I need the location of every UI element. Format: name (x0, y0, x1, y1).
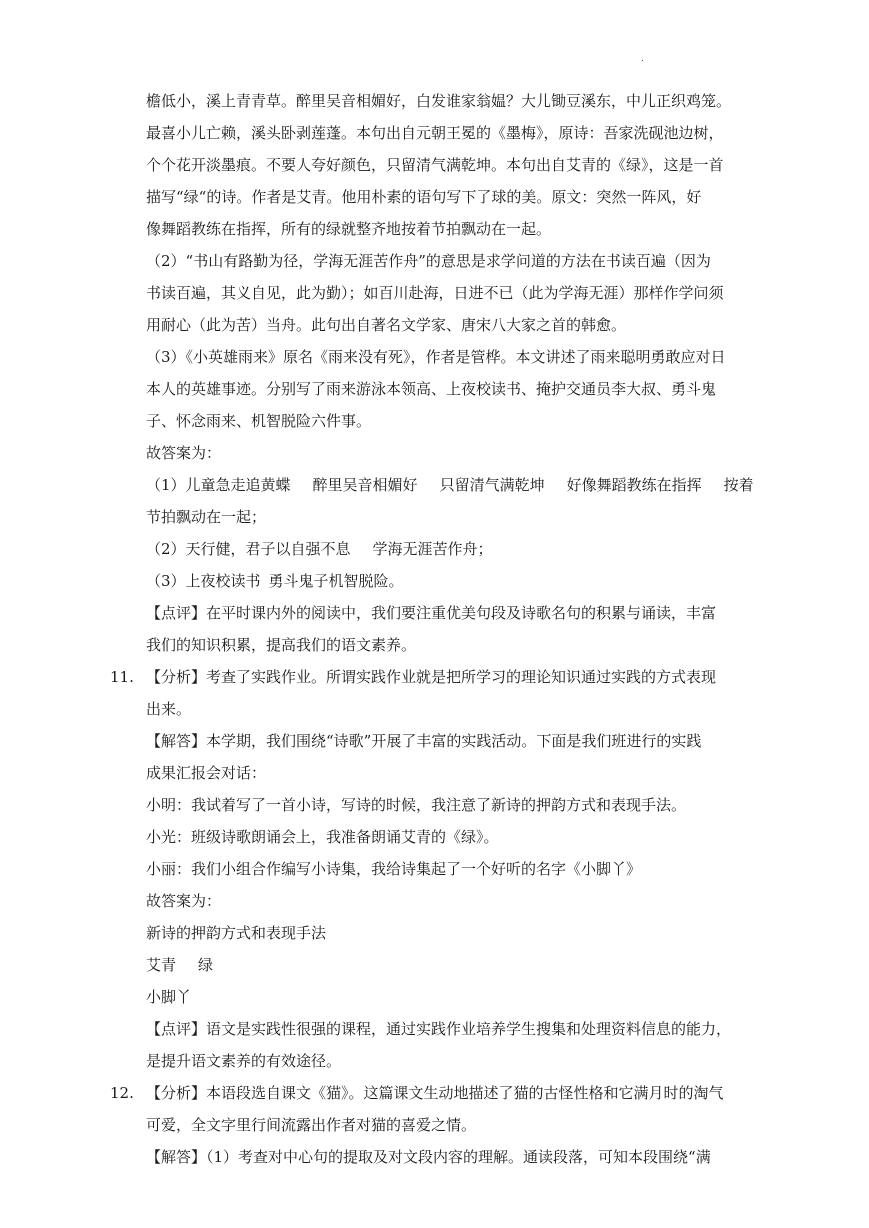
text-line (146, 1141, 746, 1173)
line-text: 【分析】考查了实践作业。所谓实践作业就是把所学习的理论知识通过实践的方式表现 (146, 668, 717, 686)
text-line (146, 565, 746, 597)
text-line (146, 821, 746, 853)
line-text: 小丽：我们小组合作编写小诗集，我给诗集起了一个好听的名字《小脚丫》 (146, 860, 642, 878)
text-line (146, 981, 746, 1013)
text-line (146, 597, 746, 629)
text-line (146, 245, 746, 277)
text-line (146, 885, 746, 917)
text-line (146, 85, 746, 117)
question-number: 12. (110, 1084, 134, 1102)
line-text: 新诗的押韵方式和表现手法 (146, 924, 327, 942)
line-text: 书读百遍，其义自见，此为勤）；如百川赴海，日进不已（此为学海无涯）那样作学问须 (146, 284, 724, 302)
text-line (146, 373, 746, 405)
line-text: 本人的英雄事迹。分别写了雨来游泳本领高、上夜校读书、掩护交通员李大叔、勇斗鬼 (146, 380, 717, 398)
text-line (146, 533, 746, 565)
answer-segment: 绿 (198, 956, 214, 974)
text-line (146, 181, 746, 213)
answer-segment: （2）天行健，君子以自强不息 (146, 540, 351, 558)
answer-segment: 勇斗鬼子机智脱险。 (268, 572, 404, 590)
line-text: 子、怀念雨来、机智脱险六件事。 (146, 412, 372, 430)
line-text: 是提升语文素养的有效途径。 (146, 1052, 342, 1070)
text-line (146, 469, 754, 501)
answer-segment: （1）儿童急走追黄蝶 (146, 476, 291, 494)
line-text: 小脚丫 (146, 988, 192, 1006)
text-line (146, 1109, 746, 1141)
text-line (110, 1077, 746, 1109)
line-text: 个个花开淡墨痕。不要人夸好颜色，只留清气满乾坤。本句出自艾青的《绿》，这是一首 (146, 156, 724, 174)
line-text: 小光：班级诗歌朗诵会上，我准备朗诵艾青的《绿》。 (146, 828, 499, 846)
text-line (146, 757, 746, 789)
text-line (146, 405, 746, 437)
text-line (146, 213, 746, 245)
line-text: 小明：我试着写了一首小诗，写诗的时候，我注意了新诗的押韵方式和表现手法。 (146, 796, 687, 814)
text-line (146, 725, 746, 757)
line-text: （2）“书山有路勤为径，学海无涯苦作舟”的意思是求学问道的方法在书读百遍（因为 (146, 252, 711, 270)
line-text: 【点评】语文是实践性很强的课程，通过实践作业培养学生搜集和处理资料信息的能力， (146, 1020, 732, 1038)
line-text: 用耐心（此为苦）当舟。此句出自著名文学家、唐宋八大家之首的韩愈。 (146, 316, 627, 334)
answer-segment: 醉里吴音相媚好 (312, 476, 418, 494)
line-text: 成果汇报会对话： (146, 764, 267, 782)
document-body (110, 85, 754, 1173)
text-line (146, 629, 746, 661)
line-text: 节拍飘动在一起； (146, 508, 267, 526)
answer-segment: （3）上夜校读书 (146, 572, 261, 590)
text-line (146, 789, 746, 821)
answer-segment: 艾青 (146, 956, 177, 974)
line-text: 【解答】本学期，我们围绕“诗歌”开展了丰富的实践活动。下面是我们班进行的实践 (146, 732, 702, 750)
line-text: 【点评】在平时课内外的阅读中，我们要注重优美句段及诗歌名句的积累与诵读，丰富 (146, 604, 717, 622)
text-line (146, 501, 746, 533)
line-text: 最喜小儿亡赖，溪头卧剥莲蓬。本句出自元朝王冕的《墨梅》，原诗：吾家洗砚池边树， (146, 124, 724, 142)
line-text: 【解答】（1）考查对中心句的提取及对文段内容的理解。通读段落，可知本段围绕“满 (146, 1148, 711, 1166)
line-text: 【分析】本语段选自课文《猫》。这篇课文生动地描述了猫的古怪性格和它满月时的淘气 (146, 1084, 724, 1102)
text-line (146, 853, 746, 885)
line-text: 描写“绿“的诗。作者是艾青。他用朴素的语句写下了球的美。原文：突然一阵风，好 (146, 188, 702, 206)
page-mark: . (641, 54, 644, 64)
text-line (146, 1013, 746, 1045)
text-line (146, 149, 746, 181)
answer-segment: 好像舞蹈教练在指挥 (566, 476, 702, 494)
line-text: 故答案为： (146, 444, 222, 462)
text-line (146, 309, 746, 341)
text-line (146, 693, 746, 725)
text-line (146, 1045, 746, 1077)
line-text: 我们的知识积累，提高我们的语文素养。 (146, 636, 417, 654)
question-number: 11. (110, 668, 134, 686)
line-text: 可爱，全文字里行间流露出作者对猫的喜爱之情。 (146, 1116, 477, 1134)
answer-segment: 按着 (723, 476, 754, 494)
text-line (146, 949, 746, 981)
text-line (110, 661, 746, 693)
line-text: （3）《小英雄雨来》原名《雨来没有死》，作者是管桦。本文讲述了雨来聪明勇敢应对日 (146, 348, 726, 366)
line-text: 出来。 (146, 700, 192, 718)
line-text: 檐低小，溪上青青草。醉里吴音相媚好，白发谁家翁媪？大儿锄豆溪东，中儿正织鸡笼。 (146, 92, 732, 110)
text-line (146, 277, 746, 309)
answer-segment: 学海无涯苦作舟； (372, 540, 493, 558)
answer-segment: 只留清气满乾坤 (439, 476, 545, 494)
line-text: 故答案为： (146, 892, 222, 910)
text-line (146, 437, 746, 469)
text-line (146, 117, 746, 149)
text-line (146, 341, 746, 373)
line-text: 像舞蹈教练在指挥，所有的绿就整齐地按着节拍飘动在一起。 (146, 220, 552, 238)
text-line (146, 917, 746, 949)
